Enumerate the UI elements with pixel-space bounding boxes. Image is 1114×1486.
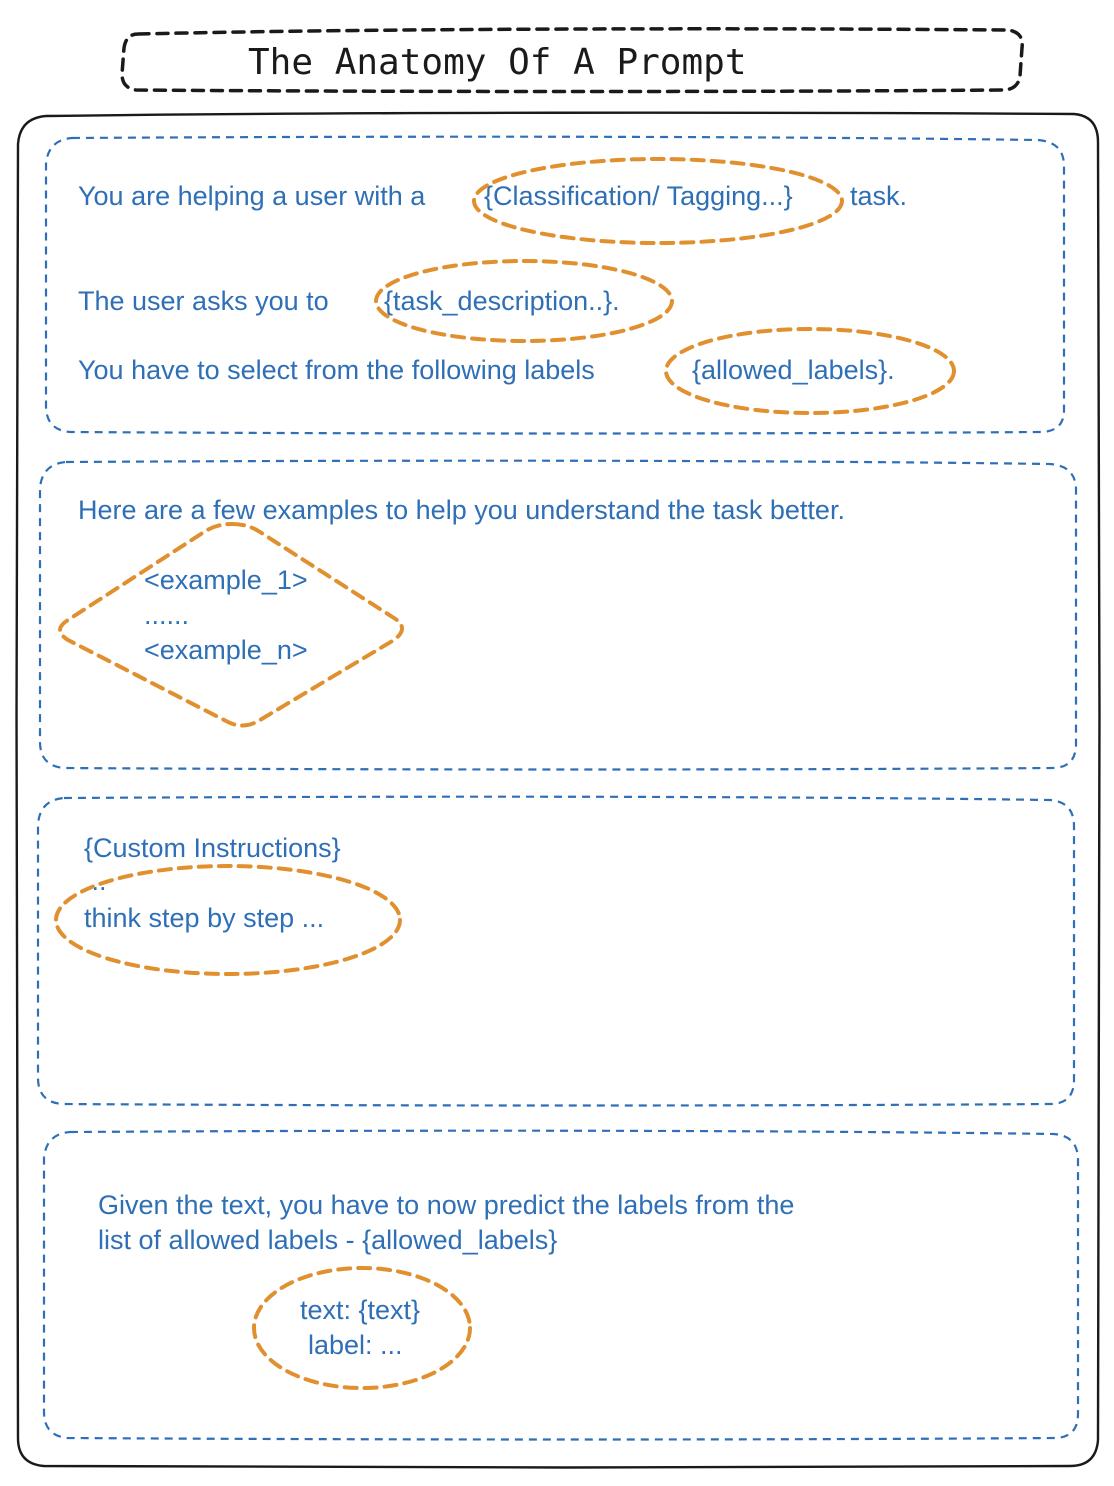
custom-instructions-ellipsis: ... xyxy=(84,866,107,896)
section-prediction xyxy=(44,1131,1078,1440)
examples-highlight xyxy=(60,524,402,726)
example-first: <example_1> xyxy=(144,565,308,595)
task-line-1-prefix: You are helping a user with a xyxy=(78,181,426,211)
prediction-instruction-line-2: list of allowed labels - {allowed_labels} xyxy=(98,1225,558,1255)
text-field: text: {text} xyxy=(300,1295,421,1325)
task-type-placeholder: {Classification/ Tagging...} xyxy=(484,181,793,211)
label-field: label: ... xyxy=(308,1330,403,1360)
text-label-highlight xyxy=(254,1268,470,1388)
custom-instructions-heading: {Custom Instructions} xyxy=(84,833,341,863)
examples-ellipsis: ...... xyxy=(144,600,190,630)
section-examples xyxy=(40,461,1076,770)
allowed-labels-placeholder: {allowed_labels}. xyxy=(692,355,895,385)
section-prediction-frame xyxy=(44,1131,1078,1440)
chain-of-thought-instruction: think step by step ... xyxy=(84,903,325,933)
examples-intro: Here are a few examples to help you understand the task better. xyxy=(78,495,845,525)
task-description-placeholder: {task_description..}. xyxy=(384,286,620,316)
example-last: <example_n> xyxy=(144,635,308,665)
section-custom-instructions xyxy=(38,797,1074,1106)
task-line-1-suffix: task. xyxy=(850,181,908,211)
page-title: The Anatomy Of A Prompt xyxy=(248,42,747,83)
task-line-2-prefix: The user asks you to xyxy=(78,286,329,316)
prediction-instruction-line-1: Given the text, you have to now predict the labels from the xyxy=(98,1190,795,1220)
task-line-3-prefix: You have to select from the following labels xyxy=(78,355,595,385)
title-group xyxy=(122,29,1022,92)
section-task xyxy=(46,137,1064,434)
